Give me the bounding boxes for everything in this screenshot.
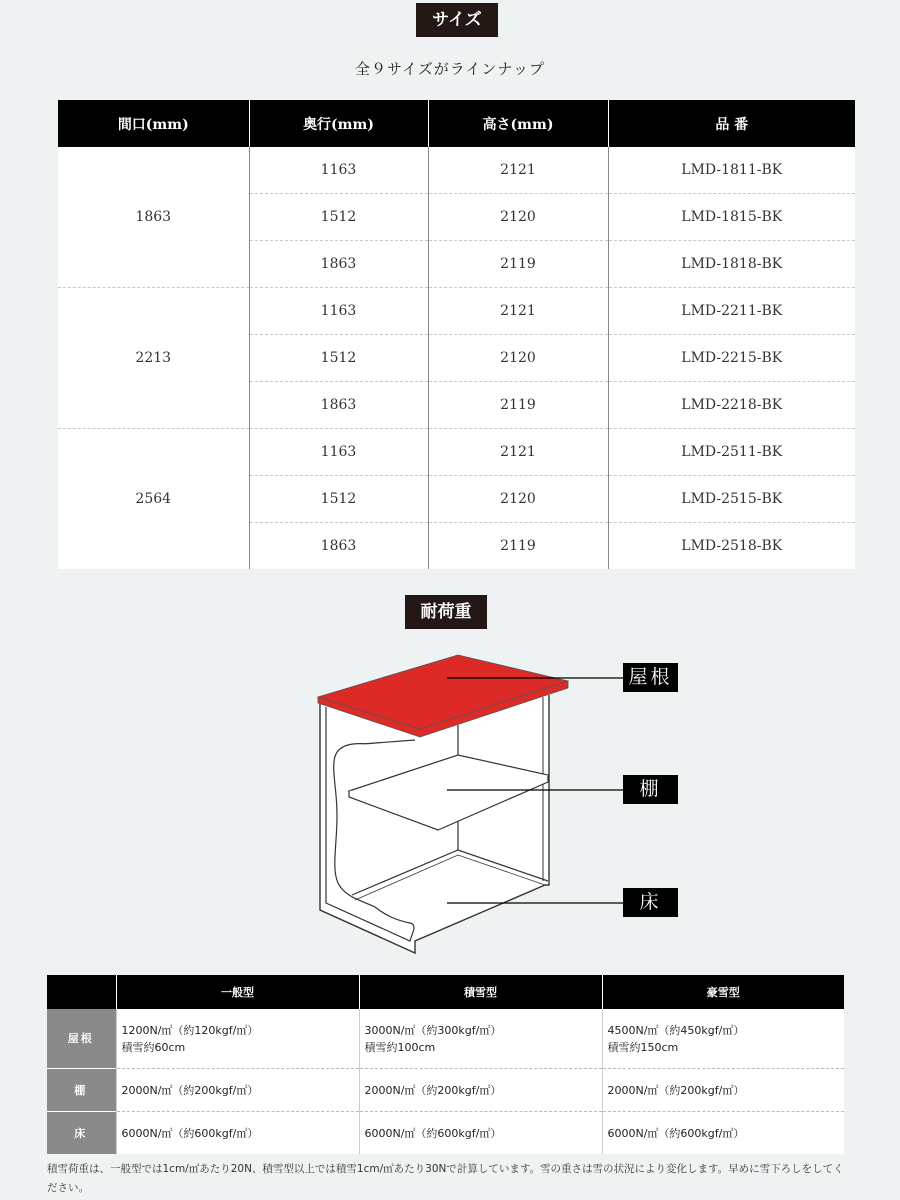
load-value-cell [602,1009,844,1069]
roof-label: 屋根 [623,663,678,692]
load-value-cell [602,1112,844,1155]
depth-cell: 1512 [249,476,428,523]
code-cell: LMD-2215-BK [608,335,855,382]
load-value-line: 積雪約100cm [364,1040,436,1054]
depth-cell: 1512 [249,335,428,382]
load-value-line: 2000N/㎡（約200kgf/㎡） [121,1083,259,1097]
code-cell: LMD-1811-BK [608,147,855,194]
height-cell: 2121 [428,288,608,335]
snow-load-note: 積雪荷重は、一般型では1cm/㎡あたり20N、積雪型以上では積雪1cm/㎡あたり30Nで計算しています。雪の重さは雪の状況により変化します。早めに雪下ろしをしてください。 [47,1163,844,1194]
depth-cell: 1163 [249,288,428,335]
table-row [58,147,855,194]
table-row [58,288,855,335]
load-row [47,1069,844,1112]
code-cell: LMD-1815-BK [608,194,855,241]
code-cell: LMD-2218-BK [608,382,855,429]
shelf-label: 棚 [623,775,678,804]
height-cell: 2121 [428,147,608,194]
load-value-line: 3000N/㎡（約300kgf/㎡） [364,1023,502,1037]
code-cell: LMD-2518-BK [608,523,855,570]
load-section-title: 耐荷重 [405,595,487,629]
load-row-label: 棚 [47,1069,116,1112]
load-table-header [47,975,844,1009]
size-table [58,100,855,569]
height-cell: 2121 [428,429,608,476]
load-value-line: 積雪約60cm [121,1040,186,1054]
load-value-line: 1200N/㎡（約120kgf/㎡） [121,1023,259,1037]
code-cell: LMD-2211-BK [608,288,855,335]
height-cell: 2120 [428,194,608,241]
code-cell: LMD-1818-BK [608,241,855,288]
header-width: 間口(mm) [58,100,249,147]
load-row [47,1009,844,1069]
width-cell: 1863 [135,209,172,225]
code-cell: LMD-2515-BK [608,476,855,523]
code-cell: LMD-2511-BK [608,429,855,476]
header-depth: 奥行(mm) [249,100,428,147]
load-row-label: 床 [47,1112,116,1155]
depth-cell: 1863 [249,382,428,429]
depth-cell: 1512 [249,194,428,241]
load-value-cell [359,1069,602,1112]
floor-label: 床 [623,888,678,917]
height-cell: 2119 [428,382,608,429]
load-value-line: 2000N/㎡（約200kgf/㎡） [607,1083,745,1097]
load-value-cell [116,1069,359,1112]
height-cell: 2120 [428,476,608,523]
load-value-line: 6000N/㎡（約600kgf/㎡） [364,1126,502,1140]
load-value-line: 6000N/㎡（約600kgf/㎡） [121,1126,259,1140]
load-value-cell [359,1112,602,1155]
table-row [58,429,855,476]
width-cell: 2213 [58,288,249,429]
size-lineup-subtitle: 全９サイズがラインナップ [354,60,546,78]
depth-cell: 1863 [249,241,428,288]
load-value-line: 4500N/㎡（約450kgf/㎡） [607,1023,745,1037]
header-code: 品 番 [608,100,855,147]
size-section-title: サイズ [416,3,498,37]
load-value-line: 6000N/㎡（約600kgf/㎡） [607,1126,745,1140]
height-cell: 2119 [428,523,608,570]
load-capacity-table [47,975,844,1154]
load-value-cell [602,1069,844,1112]
header-snow-type: 積雪型 [359,975,602,1009]
header-corner [47,975,116,1009]
depth-cell: 1863 [249,523,428,570]
size-table-header [58,100,855,147]
width-cell: 2564 [58,429,249,570]
header-standard-type: 一般型 [116,975,359,1009]
height-cell: 2120 [428,335,608,382]
storage-illustration [300,645,700,965]
height-cell: 2119 [428,241,608,288]
depth-cell: 1163 [249,429,428,476]
depth-cell: 1163 [249,147,428,194]
load-value-cell [116,1009,359,1069]
load-value-line: 積雪約150cm [607,1040,679,1054]
storage-diagram [300,645,700,969]
load-value-cell [359,1009,602,1069]
header-heavy-snow-type: 豪雪型 [602,975,844,1009]
load-value-cell [116,1112,359,1155]
header-height: 高さ(mm) [428,100,608,147]
load-value-line: 2000N/㎡（約200kgf/㎡） [364,1083,502,1097]
load-row-label: 屋根 [47,1009,116,1069]
load-row [47,1112,844,1155]
